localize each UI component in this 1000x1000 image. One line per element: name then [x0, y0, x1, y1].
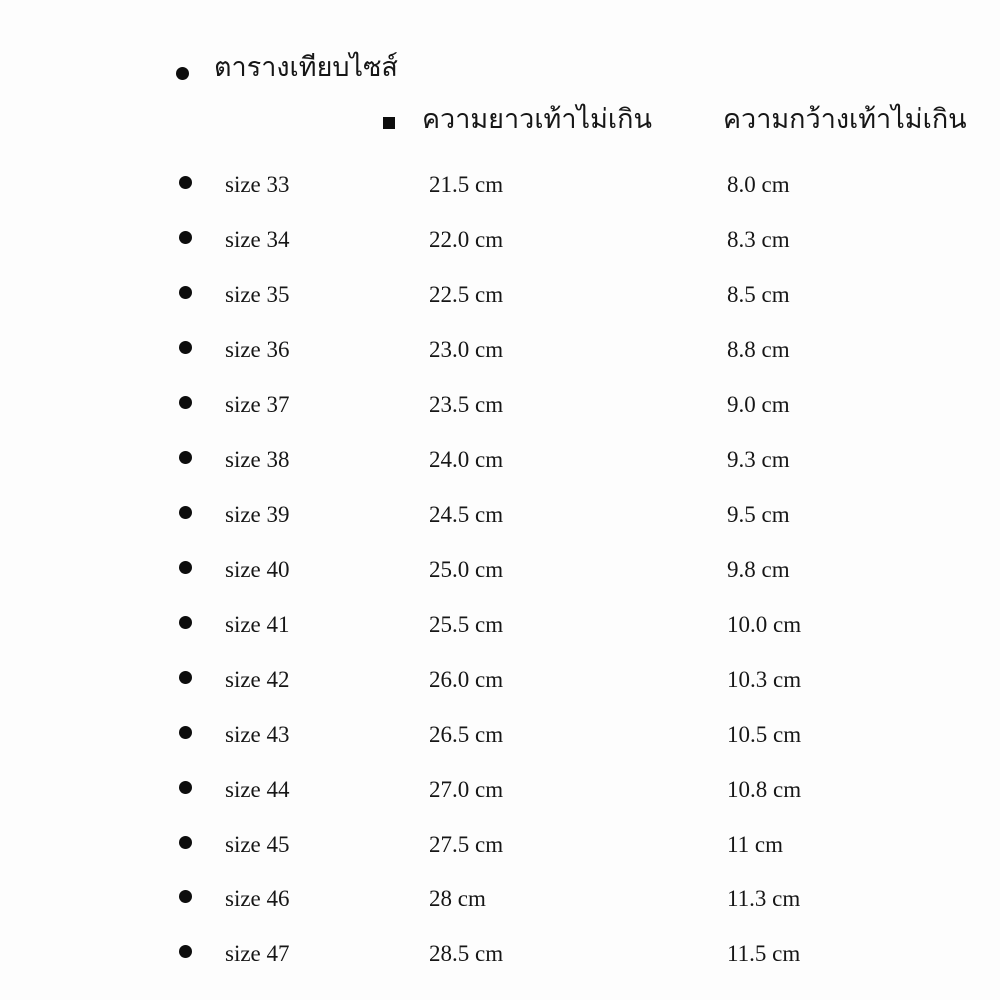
- width-value: 9.3 cm: [727, 447, 790, 473]
- table-row: [0, 762, 1000, 817]
- size-label: size 38: [225, 447, 290, 473]
- table-row: [0, 378, 1000, 433]
- length-value: 22.5 cm: [429, 282, 504, 308]
- circle-bullet-icon: [179, 396, 192, 409]
- size-label: size 46: [225, 886, 290, 912]
- width-value: 10.3 cm: [727, 666, 802, 692]
- length-value: 23.5 cm: [429, 392, 504, 418]
- table-row: [0, 158, 1000, 213]
- table-row: [0, 872, 1000, 927]
- table-row: [0, 542, 1000, 597]
- size-label: size 40: [225, 556, 290, 582]
- table-row: [0, 323, 1000, 378]
- column-header-foot-length: ความยาวเท้าไม่เกิน: [422, 104, 652, 134]
- size-label: size 39: [225, 501, 290, 527]
- circle-bullet-icon: [179, 286, 192, 299]
- circle-bullet-icon: [179, 726, 192, 739]
- circle-bullet-icon: [179, 561, 192, 574]
- size-label: size 34: [225, 227, 290, 253]
- length-value: 28.5 cm: [429, 941, 504, 967]
- table-row: [0, 707, 1000, 762]
- length-value: 23.0 cm: [429, 337, 504, 363]
- size-label: size 41: [225, 611, 290, 637]
- width-value: 8.5 cm: [727, 282, 790, 308]
- table-row: [0, 213, 1000, 268]
- width-value: 11 cm: [727, 831, 783, 857]
- length-value: 25.5 cm: [429, 611, 504, 637]
- table-row: [0, 927, 1000, 982]
- length-value: 27.0 cm: [429, 776, 504, 802]
- circle-bullet-icon: [179, 231, 192, 244]
- size-label: size 44: [225, 776, 290, 802]
- length-value: 27.5 cm: [429, 831, 504, 857]
- size-label: size 42: [225, 666, 290, 692]
- size-label: size 45: [225, 831, 290, 857]
- circle-bullet-icon: [179, 451, 192, 464]
- circle-bullet-icon: [179, 341, 192, 354]
- length-value: 24.5 cm: [429, 501, 504, 527]
- table-row: [0, 268, 1000, 323]
- width-value: 8.0 cm: [727, 172, 790, 198]
- size-label: size 35: [225, 282, 290, 308]
- table-row: [0, 597, 1000, 652]
- length-value: 26.5 cm: [429, 721, 504, 747]
- width-value: 10.5 cm: [727, 721, 802, 747]
- size-label: size 47: [225, 941, 290, 967]
- width-value: 9.8 cm: [727, 556, 790, 582]
- circle-bullet-icon: [179, 890, 192, 903]
- length-value: 25.0 cm: [429, 556, 504, 582]
- circle-bullet-icon: [179, 506, 192, 519]
- length-value: 22.0 cm: [429, 227, 504, 253]
- circle-bullet-icon: [179, 945, 192, 958]
- size-table: [0, 158, 1000, 982]
- length-value: 24.0 cm: [429, 447, 504, 473]
- page-title: ตารางเทียบไซส์: [214, 52, 398, 82]
- length-value: 28 cm: [429, 886, 486, 912]
- table-row: [0, 488, 1000, 543]
- width-value: 11.3 cm: [727, 886, 801, 912]
- square-bullet-icon: [383, 117, 395, 129]
- circle-bullet-icon: [176, 67, 189, 80]
- table-row: [0, 433, 1000, 488]
- circle-bullet-icon: [179, 671, 192, 684]
- circle-bullet-icon: [179, 781, 192, 794]
- width-value: 9.5 cm: [727, 501, 790, 527]
- width-value: 10.8 cm: [727, 776, 802, 802]
- width-value: 11.5 cm: [727, 941, 801, 967]
- size-label: size 36: [225, 337, 290, 363]
- size-label: size 33: [225, 172, 290, 198]
- table-row: [0, 652, 1000, 707]
- table-row: [0, 817, 1000, 872]
- circle-bullet-icon: [179, 176, 192, 189]
- circle-bullet-icon: [179, 616, 192, 629]
- width-value: 8.8 cm: [727, 337, 790, 363]
- size-label: size 37: [225, 392, 290, 418]
- length-value: 26.0 cm: [429, 666, 504, 692]
- length-value: 21.5 cm: [429, 172, 504, 198]
- circle-bullet-icon: [179, 836, 192, 849]
- size-label: size 43: [225, 721, 290, 747]
- column-header-foot-width: ความกว้างเท้าไม่เกิน: [723, 104, 967, 134]
- width-value: 8.3 cm: [727, 227, 790, 253]
- width-value: 10.0 cm: [727, 611, 802, 637]
- width-value: 9.0 cm: [727, 392, 790, 418]
